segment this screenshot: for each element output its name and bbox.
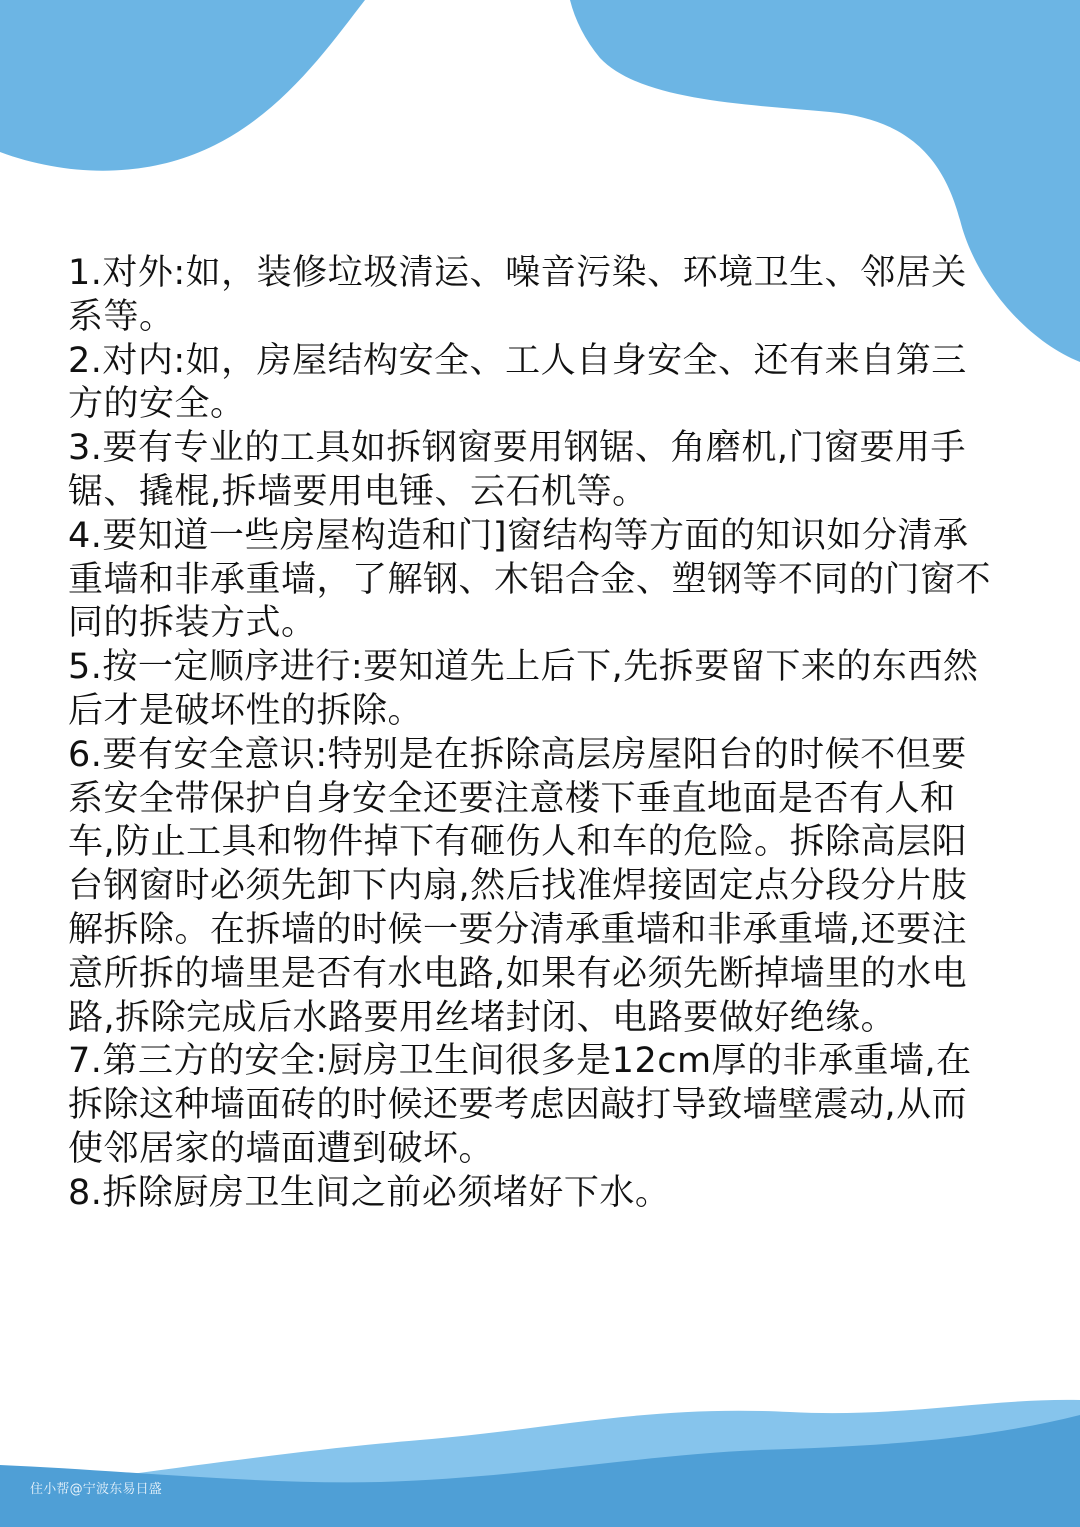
- item-safety-awareness: 6.要有安全意识:特别是在拆除高层房屋阳台的时候不但要系安全带保护自身安全还要注意楼下垂直地面是否有人和车,防止工具和物件掉下有砸伤人和车的危险。拆除高层阳台钢窗时必须先卸下内扇,然后找准焊接固定点分段分片肢解拆除。在拆墙的时候一要分清承重墙和非承重墙,还要注意所拆的墙里是否有水电路,如果有必须先断掉墙里的水电路,拆除完成后水路要用丝堵封闭、电路要做好绝缘。: [68, 734, 968, 1038]
- item-internal: 2.对内:如，房屋结构安全、工人自身安全、还有来自第三方的安全。: [68, 340, 967, 425]
- item-drain: 8.拆除厨房卫生间之前必须堵好下水。: [68, 1172, 671, 1213]
- item-third-party-safety: 7.第三方的安全:厨房卫生间很多是12cm厚的非承重墙,在拆除这种墙面砖的时候还要考虑因敲打导致墙壁震动,从而使邻居家的墙面遭到破坏。: [68, 1041, 972, 1169]
- article-body: [68, 252, 998, 1216]
- watermark: 住小帮@宁波东易日盛: [30, 1482, 163, 1497]
- top-left-wave: [0, 0, 365, 171]
- item-tools: 3.要有专业的工具如拆钢窗要用钢锯、角磨机,门窗要用手锯、撬棍,拆墙要用电锤、云石机等。: [68, 428, 967, 512]
- item-external: 1.对外:如，装修垃圾清运、噪音污染、环境卫生、邻居关系等。: [68, 253, 967, 337]
- item-structure-knowledge: 4.要知道一些房屋构造和门]窗结构等方面的知识如分清承重墙和非承重墙，了解钢、木铝合金、塑钢等不同的门窗不同的拆装方式。: [68, 515, 992, 644]
- item-order: 5.按一定顺序进行:要知道先上后下,先拆要留下来的东西然后才是破坏性的拆除。: [68, 647, 979, 731]
